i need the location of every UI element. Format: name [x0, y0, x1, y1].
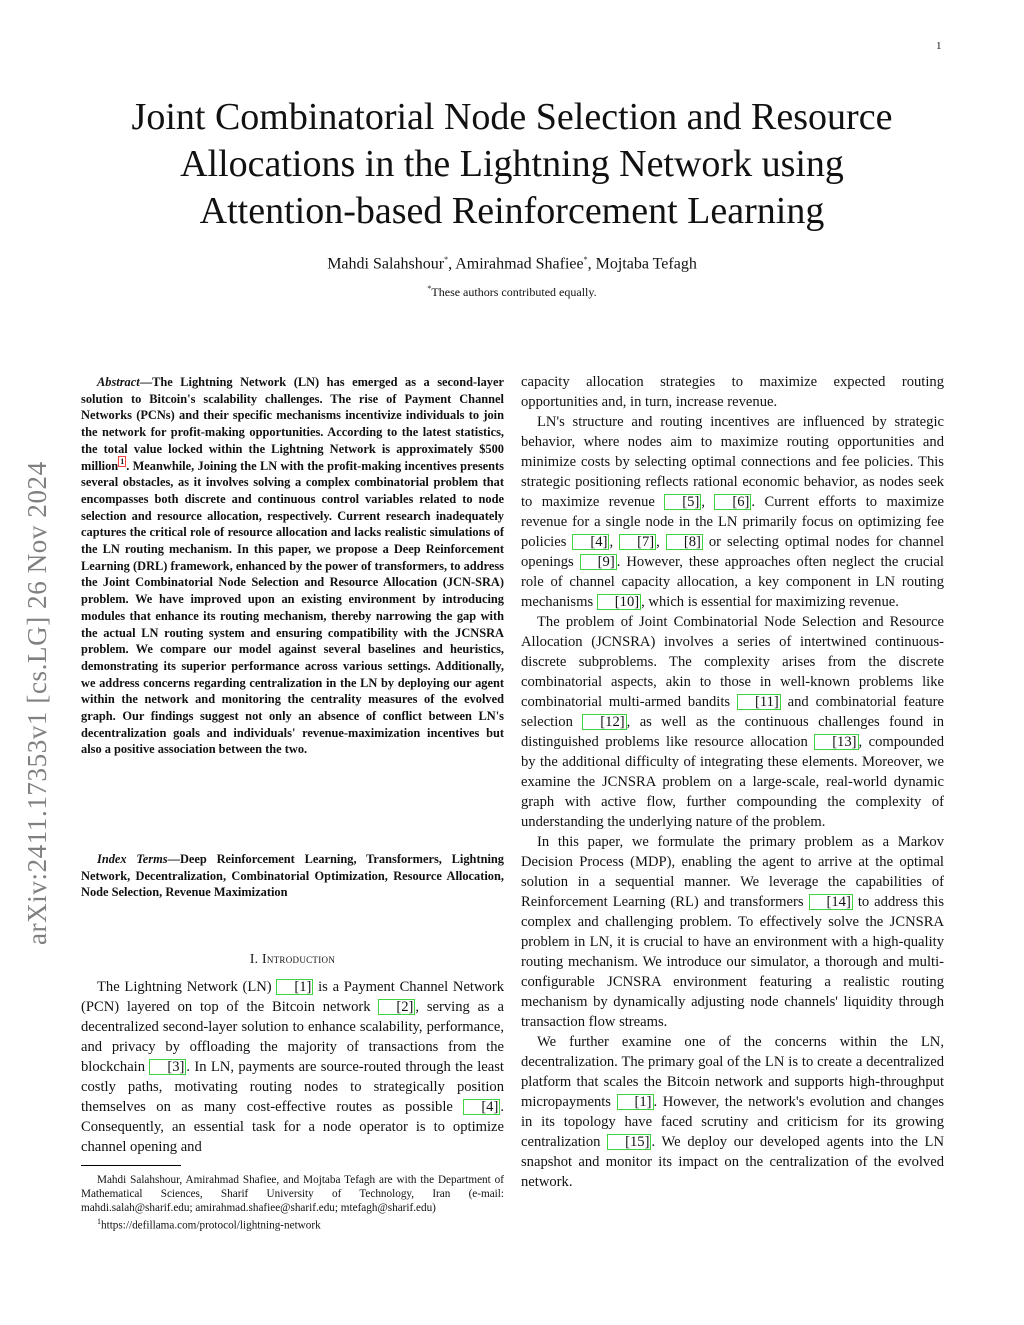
footnote-rule	[81, 1165, 181, 1166]
citation-link[interactable]: [7]	[619, 534, 656, 550]
footnotes	[81, 1173, 504, 1233]
body-text: ,	[701, 494, 715, 510]
footnote-number: 1	[97, 1217, 101, 1226]
citation-link[interactable]: [2]	[378, 999, 415, 1015]
equal-contribution-text: These authors contributed equally.	[431, 285, 597, 299]
body-text: . In LN, payments are source-routed through the least costly paths, motivating routing nodes to strategically position themselves on as many cost-effective routes as possible	[81, 1059, 504, 1115]
page-number: 1	[936, 40, 942, 52]
equal-contrib-mark: *	[583, 255, 588, 264]
body-text: , compounded by the additional difficulty of integrating these elements. Moreover, we examine the JCNSRA problem on a large-scale, real-world dynamic graph with active flow, further compounding the complexity of understanding the underlying nature of the problem.	[521, 734, 944, 830]
citation-link[interactable]: [3]	[149, 1059, 186, 1075]
index-terms	[81, 851, 504, 901]
paragraph	[521, 1032, 944, 1192]
introduction-paragraph	[81, 977, 504, 1157]
affiliation-note: Mahdi Salahshour, Amirahmad Shafiee, and Mojtaba Tefagh are with the Department of Mathematical Sciences, Sharif University of Technology, Iran (e-mail: mahdi.salah@sharif.edu; amirahmad.shafiee@sharif.edu; mtefagh@sharif.edu)	[81, 1174, 504, 1214]
body-text: . Current efforts to maximize revenue for a single node in the LN primarily focus on optimizing fee policies	[521, 494, 944, 550]
author-list: Mahdi Salahshour*, Amirahmad Shafiee*, Mojtaba Tefagh	[327, 255, 697, 273]
body-text: , serving as a decentralized second-layer solution to enhance scalability, performance, and privacy by offloading the majority of transactions from the blockchain	[81, 999, 504, 1075]
index-terms-lead: Index Terms	[97, 852, 168, 866]
author-name: Mahdi Salahshour	[327, 255, 445, 273]
title-line: Allocations in the Lightning Network using	[180, 143, 844, 185]
abstract-text: —The Lightning Network (LN) has emerged as a second-layer solution to Bitcoin's scalability challenges. The rise of Payment Channel Networks (PCNs) and their specific mechanisms incentivize individuals to join the network for profit-making opportunities. According to the latest statistics, the total value locked within the Lightning Network is approximately $500 million	[81, 375, 504, 473]
abstract-text: . Meanwhile, Joining the LN with the profit-making incentives presents several obstacles, as it involves solving a complex combinatorial problem that encompasses both discrete and continuous control variables related to node selection and resource allocation, respectively. Current research inadequately captures the critical role of resource allocation and lacks realistic simulations of the LN routing mechanism. In this paper, we propose a Deep Reinforcement Learning (DRL) framework, enhanced by the power of transformers, to address the Joint Combinatorial Node Selection and Resource Allocation (JCN-SRA) problem. We have improved upon an existing environment by introducing modules that enhance its routing mechanism, thereby narrowing the gap with the actual LN routing system and ensuring compatibility with the JCNSRA problem. We compare our model against several baselines and heuristics, demonstrating its superior performance across various settings. Additionally, we address concerns regarding centralization in the LN by deploying our agent within the network and monitoring the centrality measures of the evolved graph. Our findings suggest not only an absence of conflict between LN's decentralization goals and individuals' revenue-maximization incentives but also a positive association between the two.	[81, 458, 504, 757]
body-text: . However, these approaches often neglect the crucial role of channel capacity allocation, a key component in LN routing mechanisms	[521, 554, 944, 610]
paragraph	[521, 412, 944, 612]
body-text: In this paper, we formulate the primary problem as a Markov Decision Process (MDP), enabling the agent to arrive at the optimal solution in a sequential manner. We leverage the capabilities of Reinforcement Learning (RL) and transformers	[521, 834, 944, 910]
citation-link[interactable]: [13]	[814, 734, 858, 750]
author-name: Amirahmad Shafiee	[455, 255, 584, 273]
abstract-lead: Abstract	[97, 375, 140, 389]
right-column	[521, 372, 944, 1192]
section-title: Introduction	[262, 951, 336, 966]
body-text: , which is essential for maximizing revenue.	[641, 594, 899, 610]
citation-link[interactable]: [1]	[276, 979, 313, 995]
citation-link[interactable]: [15]	[607, 1134, 651, 1150]
paragraph	[521, 612, 944, 832]
body-text: and combinatorial feature selection	[521, 694, 944, 730]
body-text: LN's structure and routing incentives are influenced by strategic behavior, where nodes aim to maximize routing opportunities and minimize costs by selecting optimal connections and fee policies. This strategic positioning reflects rational economic behavior, as nodes seek to maximize revenue	[521, 414, 944, 510]
citation-link[interactable]: [1]	[617, 1094, 654, 1110]
citation-link[interactable]: [9]	[580, 554, 617, 570]
citation-link[interactable]: [10]	[597, 594, 641, 610]
citation-link[interactable]: [14]	[809, 894, 853, 910]
body-text: ,	[609, 534, 620, 550]
abstract	[81, 374, 504, 758]
paragraph	[521, 832, 944, 1032]
citation-link[interactable]: [11]	[737, 694, 781, 710]
body-text: We further examine one of the concerns within the LN, decentralization. The primary goal of the LN is to create a decentralized platform that scales the Bitcoin network and supports high-throughput micropayments	[521, 1034, 944, 1110]
citation-link[interactable]: [4]	[463, 1099, 500, 1115]
body-text: to address this complex and challenging problem. To effectively solve the JCNSRA problem in LN, it is crucial to have an environment with a high-quality routing mechanism. We introduce our simulator, a thorough and multi-configurable JCNSRA environment featuring a realistic routing mechanism by dynamically adjusting node channels' liquidity through transaction flow streams.	[521, 894, 945, 1030]
paper-title	[60, 94, 964, 235]
section-number: I.	[249, 951, 259, 966]
equal-contrib-mark: *	[444, 255, 449, 264]
equal-contrib-mark: *	[427, 284, 432, 293]
citation-link[interactable]: [5]	[664, 494, 701, 510]
equal-contribution-note	[60, 284, 964, 300]
index-terms-text: —Deep Reinforcement Learning, Transformers, Lightning Network, Decentralization, Combinatorial Optimization, Resource Allocation, Node Selection, Revenue Maximization	[81, 852, 504, 900]
body-text: , as well as the continuous challenges found in distinguished problems like resource allocation	[521, 714, 944, 750]
body-text: ,	[656, 534, 666, 550]
footnote-url[interactable]: https://defillama.com/protocol/lightning-network	[101, 1219, 321, 1232]
citation-link[interactable]: [12]	[582, 714, 626, 730]
section-heading	[81, 951, 504, 967]
body-text: or selecting optimal nodes for channel openings	[521, 534, 945, 570]
arxiv-identifier: arXiv:2411.17353v1 [cs.LG] 26 Nov 2024	[22, 461, 52, 945]
body-text: is a Payment Channel Network (PCN) layered on top of the Bitcoin network	[81, 979, 504, 1015]
citation-link[interactable]: [8]	[666, 534, 703, 550]
body-text: The Lightning Network (LN)	[97, 979, 277, 995]
title-line: Attention-based Reinforcement Learning	[199, 190, 825, 232]
footnote-link[interactable]: 1	[120, 457, 125, 467]
body-text: . Consequently, an essential task for a node operator is to optimize channel opening and	[81, 1099, 504, 1155]
paragraph: capacity allocation strategies to maximize expected routing opportunities and, in turn, increase revenue.	[521, 374, 944, 410]
citation-link[interactable]: [6]	[714, 494, 751, 510]
body-text: . We deploy our developed agents into the LN snapshot and monitor its impact on the centralization of the evolved network.	[521, 1134, 944, 1190]
body-text: . However, the network's evolution and changes in its topology have faced scrutiny and criticism for its growing centralization	[521, 1094, 945, 1150]
author-name: Mojtaba Tefagh	[595, 255, 697, 273]
citation-link[interactable]: [4]	[572, 534, 609, 550]
body-text: The problem of Joint Combinatorial Node Selection and Resource Allocation (JCNSRA) involves a series of intertwined continuous-discrete subproblems. The complexity arises from the discrete combinatorial aspects, akin to those in well-known problems like combinatorial multi-armed bandits	[521, 614, 944, 710]
title-line: Joint Combinatorial Node Selection and Resource	[131, 96, 893, 138]
